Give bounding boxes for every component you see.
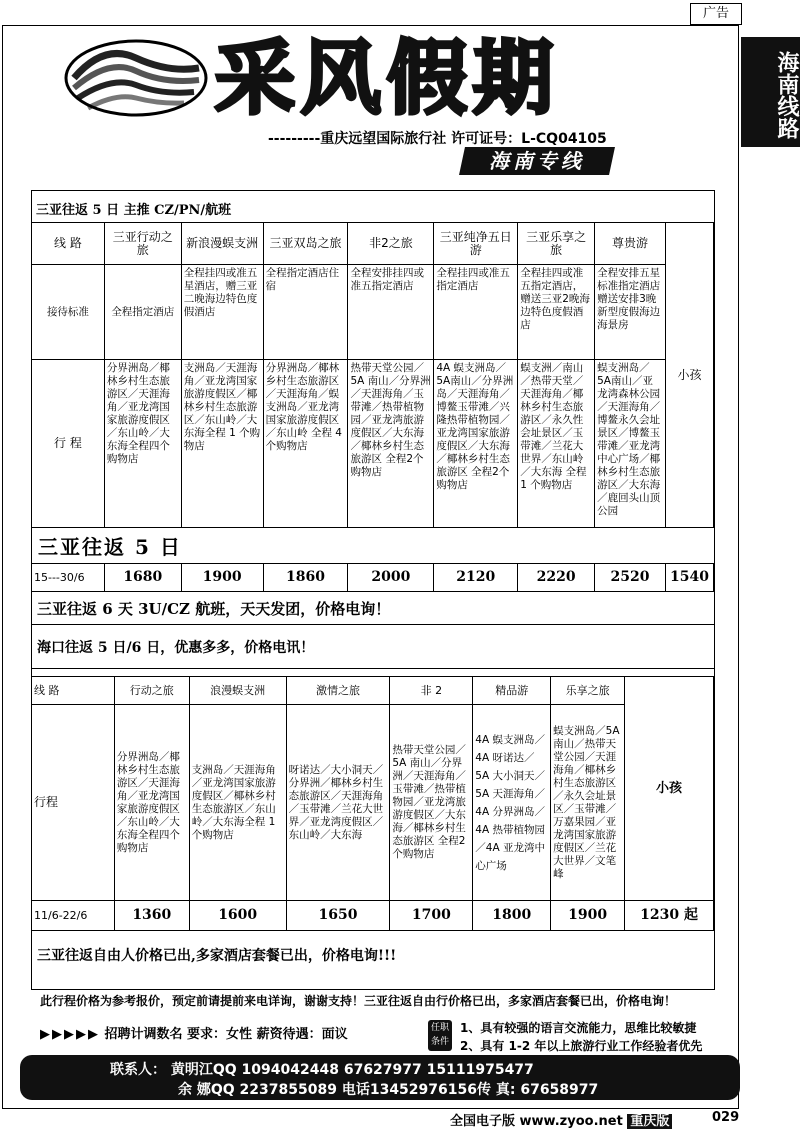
- sanya-5day-title: 三亚往返 5 日 主推 CZ/PN/航班: [36, 203, 232, 218]
- price-cell: 1650: [286, 901, 390, 931]
- price-cell: 1700: [390, 901, 473, 931]
- price-cell: 1800: [473, 901, 551, 931]
- itinerary-cell: 4A 蜈支洲岛／5A南山／分界洲岛／天涯海角／博鳌玉带滩／兴隆热带植物园／亚龙湾国家旅游度假区／大东海／椰林乡村生态旅游区 全程2个购物店: [434, 360, 518, 528]
- price-row: [32, 901, 714, 931]
- footer-note: 此行程价格为参考报价，预定前请提前来电详询，谢谢支持！三亚往返自由行价格已出，多家酒店套餐已出，价格电询！: [40, 994, 677, 1008]
- hainan-banner-text: 海南专线: [489, 149, 585, 173]
- route-header-label: 线 路: [32, 223, 105, 265]
- side-tab-hainan-routes: 海南线路: [741, 37, 800, 147]
- kid-price: 1540: [665, 564, 713, 592]
- route-header-row: [32, 223, 714, 265]
- route-name: 尊贵游: [595, 223, 666, 265]
- edition-site: 全国电子版 www.zyoo.net: [450, 1114, 623, 1129]
- sanya-5day-price-table: [31, 563, 714, 592]
- blank-cell: [625, 677, 714, 901]
- kid-price: 1230 起: [625, 901, 714, 931]
- price-cell: 1360: [114, 901, 189, 931]
- price-cell: 2220: [518, 564, 595, 592]
- standard-cell: 全程挂四或准五指定酒店: [434, 265, 518, 360]
- route-header-row: [32, 677, 714, 705]
- kid-label: 小孩: [677, 367, 702, 382]
- itinerary-cell: 支洲岛／天涯海角／亚龙湾国家旅游度假区／椰林乡村生态旅游区／东山岭／大东海全程 1 个购物店: [181, 360, 263, 528]
- blank-cell: [665, 223, 713, 528]
- sanya-b-table: [31, 676, 714, 931]
- standard-label: 接待标准: [32, 265, 105, 360]
- itinerary-row: [32, 705, 714, 901]
- itinerary-cell: 蜈支洲岛／5A 南山／热带天堂公园／天涯海角／椰林乡村生态旅游区／永久会址景区／玉带滩／万嘉果园／亚龙湾国家旅游度假区／兰花大世界／文笔峰: [551, 705, 625, 901]
- route-header-label: 线 路: [32, 677, 115, 705]
- route-name: 浪漫蜈支洲: [189, 677, 286, 705]
- route-name: 三亚行动之旅: [104, 223, 181, 265]
- route-name: 非2之旅: [348, 223, 434, 265]
- arrow-icons: ▶▶▶▶▶: [40, 1027, 100, 1042]
- brand-title: 采风假期: [215, 31, 559, 125]
- page-number: 029: [712, 1110, 740, 1125]
- route-name: 三亚乐享之旅: [518, 223, 595, 265]
- route-name: 新浪漫蜈支洲: [181, 223, 263, 265]
- standard-cell: 全程挂四或准五指定酒店，赠送三亚2晚海边特色度假酒店: [518, 265, 595, 360]
- recruit-line: [40, 1023, 348, 1042]
- kid-label: 小孩: [656, 781, 683, 796]
- standard-cell: 全程安排五星标准指定酒店 赠送安排3晚新型度假海边海景房: [595, 265, 666, 360]
- route-name: 激情之旅: [286, 677, 390, 705]
- price-cell: 1900: [181, 564, 263, 592]
- route-name: 乐享之旅: [551, 677, 625, 705]
- standard-cell: 全程指定酒店住宿: [263, 265, 348, 360]
- ad-tag: 广告: [690, 3, 742, 25]
- swirl-logo-icon: [64, 38, 209, 118]
- itinerary-label: 行 程: [32, 360, 105, 528]
- itinerary-cell: 蜈支洲岛／5A南山／亚龙湾森林公园／天涯海角／博鳌永久会址景区／博鳌玉带滩／亚龙湾中心广场／椰林乡村生态旅游区／大东海／鹿回头山顶公园: [595, 360, 666, 528]
- condition-item: 2、具有 1-2 年以上旅游行业工作经验者优先: [460, 1039, 703, 1053]
- hainan-banner: [459, 147, 615, 175]
- route-name: 行动之旅: [114, 677, 189, 705]
- conditions-badge: 任职条件: [428, 1020, 452, 1051]
- notice-free-travel: 三亚往返自由人价格已出,多家酒店套餐已出，价格电询!!!: [37, 948, 397, 964]
- price-row: [32, 564, 714, 592]
- itinerary-cell: 支洲岛／天涯海角／亚龙湾国家旅游度假区／椰林乡村生态旅游区／东山岭／大东海全程 1 个购物店: [189, 705, 286, 901]
- standard-cell: 全程指定酒店: [104, 265, 181, 360]
- sanya-5day-table: [31, 222, 714, 528]
- notice-haikou: 海口往返 5 日/6 日，优惠多多，价格电讯！: [37, 640, 315, 656]
- price-cell: 2000: [348, 564, 434, 592]
- route-name: 三亚双岛之旅: [263, 223, 348, 265]
- condition-item: 1、具有较强的语言交流能力，思维比较敏捷: [460, 1021, 697, 1035]
- itinerary-cell: 4A 蜈支洲岛／4A 呀诺达／5A 大小洞天／5A 天涯海角／4A 分界洲岛／4A 热带植物园／4A 亚龙湾中心广场: [473, 705, 551, 901]
- standard-cell: 全程安排挂四或准五指定酒店: [348, 265, 434, 360]
- contact-bar: [20, 1055, 740, 1100]
- route-name: 三亚纯净五日游: [434, 223, 518, 265]
- itinerary-cell: 分界洲岛／椰林乡村生态旅游区／天涯海角／蜈支洲岛／亚龙湾国家旅游度假区／东山岭 全程 4个购物店: [263, 360, 348, 528]
- notice-6day: 三亚往返 6 天 3U/CZ 航班，天天发团，价格电询！: [37, 600, 391, 618]
- itinerary-label: 行程: [32, 705, 115, 901]
- agency-license-line: ---------重庆远望国际旅行社 许可证号：L-CQ04105: [268, 131, 607, 147]
- contact-line-1: 联系人： 黄明江QQ 1094042448 67627977 15111975477: [110, 1062, 534, 1078]
- itinerary-row: [32, 360, 714, 528]
- itinerary-cell: 呀诺达／大小洞天／分界洲／椰林乡村生态旅游区／天涯海角／玉带滩／兰花大世界／亚龙湾度假区／东山岭／大东海: [286, 705, 390, 901]
- price-cell: 1680: [104, 564, 181, 592]
- price-cell: 1600: [189, 901, 286, 931]
- contact-line-2: 余 娜QQ 2237855089 电话13452976156传 真: 67658977: [178, 1082, 599, 1098]
- route-name: 精品游: [473, 677, 551, 705]
- price-cell: 1900: [551, 901, 625, 931]
- edition-label: [450, 1110, 672, 1129]
- price-cell: 2520: [595, 564, 666, 592]
- recruit-text: 招聘计调数名 要求：女性 薪资待遇：面议: [104, 1027, 348, 1042]
- itinerary-cell: 蜈支洲／南山／热带天堂／天涯海角／椰林乡村生态旅游区／永久性会址景区／玉带滩／兰花大世界／东山岭／大东海 全程 1 个购物店: [518, 360, 595, 528]
- standard-row: [32, 265, 714, 360]
- route-name: 非 2: [390, 677, 473, 705]
- travel-date: 15---30/6: [32, 564, 105, 592]
- itinerary-cell: 热带天堂公园／5A 南山／分界洲／天涯海角／玉带滩／热带植物园／亚龙湾旅游度假区／大东海／椰林乡村生态旅游区 全程2个购物店: [348, 360, 434, 528]
- price-cell: 1860: [263, 564, 348, 592]
- travel-date: 11/6-22/6: [32, 901, 115, 931]
- itinerary-cell: 热带天堂公园／5A 南山／分界洲／天涯海角／玉带滩／热带植物园／亚龙湾旅游度假区／大东海／椰林乡村生态旅游区 全程2个购物店: [390, 705, 473, 901]
- edition-region: 重庆版: [627, 1114, 672, 1129]
- standard-cell: 全程挂四或准五星酒店，赠三亚二晚海边特色度假酒店: [181, 265, 263, 360]
- sanya-5day-price-title: 三亚往返 5 日: [38, 535, 182, 559]
- itinerary-cell: 分界洲岛／椰林乡村生态旅游区／天涯海角／亚龙湾国家旅游度假区／东山岭／大东海全程四个购物店: [104, 360, 181, 528]
- itinerary-cell: 分界洲岛／椰林乡村生态旅游区／天涯海角／亚龙湾国家旅游度假区／东山岭／大东海全程四个购物店: [114, 705, 189, 901]
- price-cell: 2120: [434, 564, 518, 592]
